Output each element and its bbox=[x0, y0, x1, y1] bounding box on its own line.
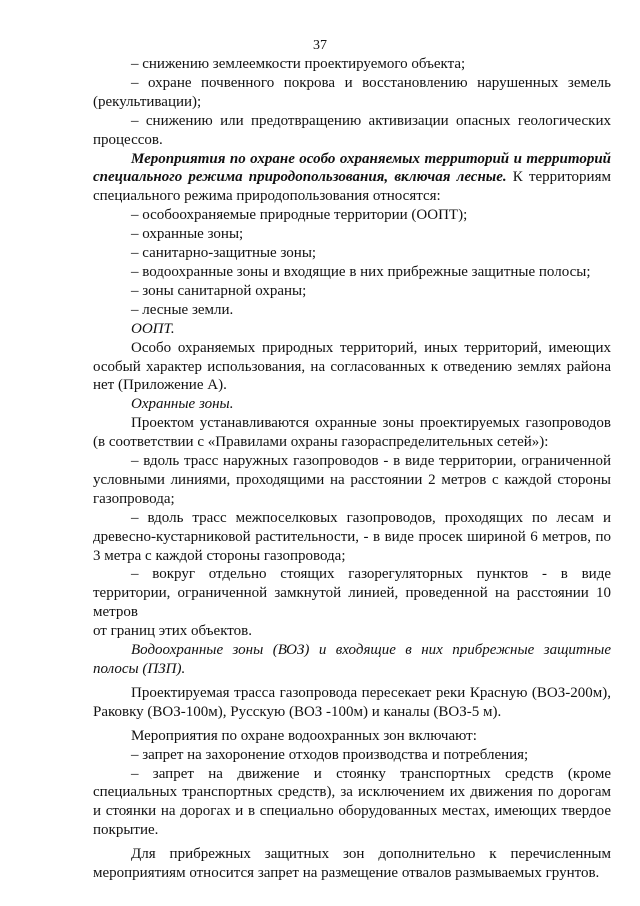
page-body bbox=[93, 55, 611, 883]
section-heading: Мероприятия по охране особо охраняемых территорий и территорий специального режима природопользования, включая лесные. bbox=[93, 150, 611, 186]
subheading-protection-zones: Охранные зоны. bbox=[131, 396, 234, 413]
list-item-forest-lands: – лесные земли. bbox=[131, 301, 234, 318]
bullet-soil-protection: – охране почвенного покрова и восстановлению нарушенных земель (рекультивации); bbox=[93, 74, 611, 110]
bullet-regulator-points: – вокруг отдельно стоящих газорегуляторных пунктов - в виде территории, ограниченной замкнутой линией, проведенной на расстоянии 10 метров bbox=[93, 566, 611, 621]
paragraph-coastal-zones: Для прибрежных защитных зон дополнительно к перечисленным мероприятиям относится запрет на размещение отвалов размываемых грунтов. bbox=[93, 846, 611, 882]
bullet-traffic-ban: – запрет на движение и стоянку транспортных средств (кроме специальных транспортных средств), за исключением их движения по дорогам и стоянки на дорогах и в специально оборудованных местах, имеющих твердое покрытие. bbox=[93, 765, 611, 839]
section-special-territories bbox=[93, 150, 611, 207]
list-item-oopt: – особоохраняемые природные территории (ООПТ); bbox=[131, 207, 468, 224]
paragraph-river-crossings: Проектируемая трасса газопровода пересекает реки Красную (ВОЗ-200м), Раковку (ВОЗ-100м), Русскую (ВОЗ -100м) и каналы (ВОЗ-5 м). bbox=[93, 684, 611, 720]
list-item-protection-zones: – охранные зоны; bbox=[131, 226, 244, 243]
bullet-geological-processes: – снижению или предотвращению активизации опасных геологических процессов. bbox=[93, 112, 611, 148]
bullet-waste-ban: – запрет на захоронение отходов производства и потребления; bbox=[131, 746, 529, 763]
bullet-intersettlement-pipelines: – вдоль трасс межпоселковых газопроводов, проходящих по лесам и древесно-кустарниковой растительности, - в виде просек шириной 6 метров, по 3 метра с каждой стороны газопровода; bbox=[93, 509, 611, 564]
list-item-sanitary-zones: – санитарно-защитные зоны; bbox=[131, 245, 317, 262]
subheading-water-zones: Водоохранные зоны (ВОЗ) и входящие в них прибрежные защитные полосы (ПЗП). bbox=[93, 642, 611, 677]
bullet-outdoor-pipelines: – вдоль трасс наружных газопроводов - в виде территории, ограниченной условными линиями, проходящими на расстоянии 2 метров с каждой стороны газопровода; bbox=[93, 453, 611, 507]
list-item-sanitary-protection: – зоны санитарной охраны; bbox=[131, 282, 307, 299]
section-intro: К территориям специального режима природопользования относятся: bbox=[93, 169, 611, 205]
page-number: 37 bbox=[313, 38, 327, 53]
bullet-regulator-points-end: от границ этих объектов. bbox=[93, 623, 252, 640]
paragraph-measures-intro: Мероприятия по охране водоохранных зон включают: bbox=[131, 727, 477, 744]
list-item-water-zones: – водоохранные зоны и входящие в них прибрежные защитные полосы; bbox=[131, 263, 591, 280]
paragraph-protection-zones: Проектом устанавливаются охранные зоны проектируемых газопроводов (в соответствии с «Правилами охраны газораспределительных сетей»): bbox=[93, 415, 611, 451]
subheading-oopt: ООПТ. bbox=[131, 320, 175, 337]
bullet-land-capacity: – снижению землеемкости проектируемого объекта; bbox=[131, 56, 466, 72]
paragraph-oopt: Особо охраняемых природных территорий, иных территорий, имеющих особый характер использования, на согласованных к отведению землях района нет (Приложение А). bbox=[93, 339, 611, 394]
